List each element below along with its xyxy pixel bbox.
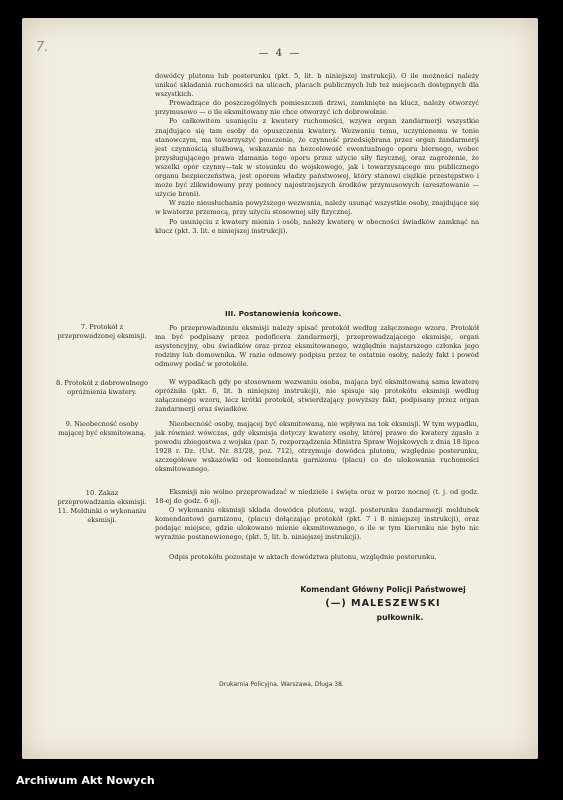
paragraph: Po całkowitem usunięciu z kwatery ruchomości, wzywa organ żandarmerji wszystkie znajdujące się tam osoby do opuszczenia kwatery. Wezwaniu temu, uczynionemu w tonie stanowczym, ma towarzyszyć pouczenie, że czynność przedsiębrana przez organ żandarmerji jest czynnością służbową, wskazanie na bezcelowość ewentualnego oporu biernego, wobec przysługującego prawa złamania tego oporu przez użycie siły fizycznej, oraz zagrożenie, że wszelki opór czynny—tak w stosunku do wojskowego, jak i towarzyszącego mu publicznego organu bezpieczeństwa, jest oporem władzy państwowej, który stanowi ciężkie przestępstwo i może być zlikwidowany przy pomocy najostrzejszych środków przymusowych (aresztowanie — użycie broni).: [155, 117, 479, 199]
section-heading: III. Postanowienia końcowe.: [225, 309, 342, 318]
paragraph-11b: Odpis protokółu pozostaje w aktach dowództwa plutonu, względnie posterunku.: [169, 553, 437, 561]
paragraph: W razie nieusłuchania powyższego wezwania, należy usunąć wszystkie osoby, znajdujące się w kwaterze przemocą, przy użyciu stosownej siły fizycznej.: [155, 199, 479, 217]
paragraph: Prowadzące do poszczególnych pomieszczeń drzwi, zamknięte na klucz, należy otworzyć przymusowo — o ile eksmitowany nie chce otworzyć ich dobrowolnie.: [155, 99, 479, 117]
paragraph: dowódcy plutonu lub posterunku (pkt. 5, lit. b niniejszej instrukcji). O ile możności należy unikać składania ruchomości na ulicach, placach publicznych lub też miejscach dostępnych dla wszystkich.: [155, 72, 479, 99]
pencil-annotation: 7.: [36, 40, 49, 55]
paragraph-7: Po przeprowadzeniu eksmisji należy spisać protokół według załączonego wzoru. Protokół ma być podpisany przez podoficera żandarmerji, przeprowadzającego eksmisje, organ asystencyjny, obu świadków oraz przez eksmitowanego, względnie najstarszego członka jego rodziny lub domownika. W razie odmowy podpisu przez te ostatnie osoby, należy fakt i powód odmowy podać w protokóle.: [155, 324, 479, 369]
printer-footer: Drukarnia Policyjna. Warszawa, Długa 38.: [219, 681, 344, 688]
paragraph: Po usunięciu z kwatery mienia i osób, należy kwaterę w obecności świadków zamknąć na klucz (pkt. 3. lit. e niniejszej instrukcji).: [155, 217, 479, 235]
page-number: — 4 —: [258, 48, 302, 59]
signature-rank: pułkownik.: [376, 613, 424, 622]
paragraph-9: Nieobecność osoby, mającej być eksmitowaną, nie wpływa na tok eksmisji. W tym wypadku, jak również wówczas, gdy eksmisja dotyczy kwatery osoby, której prawo do kwatery zgasło z powodu zbiegostwa z wojska (par. 5, rozporządzenia Ministra Spraw Wojskowych z dnia 18 lipca 1928 r. Dz. (Ust. Nr. 81/28, poz. 712), otrzymuje dowódca plutonu, względnie posterunku, szczegółowe wskazówki od komendanta garnizonu (placu) co do ulokowania ruchomości eksmitowanego.: [155, 420, 479, 474]
archive-label: Archiwum Akt Nowych: [16, 774, 155, 787]
side-note-10: 10. Zakaz przeprowadzania eksmisji.: [57, 489, 147, 506]
side-note-8: 8. Protokół z dobrowolnego opróżnienia kwatery.: [56, 379, 148, 396]
signature-name: (—) MALESZEWSKI: [325, 598, 441, 609]
side-note-7: 7. Protokół z przeprowadzonej eksmisji.: [57, 323, 147, 340]
side-note-11: 11. Meldunki o wykonaniu eksmisji.: [57, 507, 147, 524]
paragraph-11: O wykonaniu eksmisji składa dowódca plutonu, wzgl. posterunku żandarmerji meldunek komendantowi garnizonu, (placu) dołączając protokół (pkt. 7 i 8 niniejszej instrukcji), oraz podając miejsce, gdzie ulokowano mienie eksmitowanego, o ile w tym kierunku nie było nic wyraźnie postanowionego, (pkt. 5, lit. b. niniejszej instrukcji).: [155, 506, 479, 542]
intro-block: [155, 72, 479, 236]
paragraph-8: W wypadkach gdy po stosownem wezwaniu osoba, mająca być eksmitowaną sama kwaterę opróżniła (pkt. 6, lit. b niniejszej instrukcji), nie spisuje się protokółu eksmisji według załączonego wzoru, lecz krótki protokół, stwierdzający powyższy fakt, podpisany przez organ żandarmerji oraz świadków.: [155, 378, 479, 414]
side-note-9: 9. Nieobecność osoby mającej być eksmitowaną.: [58, 420, 146, 437]
paragraph-10: Eksmisji nie wolno przeprowadzać w niedziele i święta oraz w porze nocnej (t. j. od godz. 18-ej do godz. 6 ej).: [155, 488, 479, 506]
signature-title: Komendant Główny Policji Państwowej: [300, 585, 466, 594]
